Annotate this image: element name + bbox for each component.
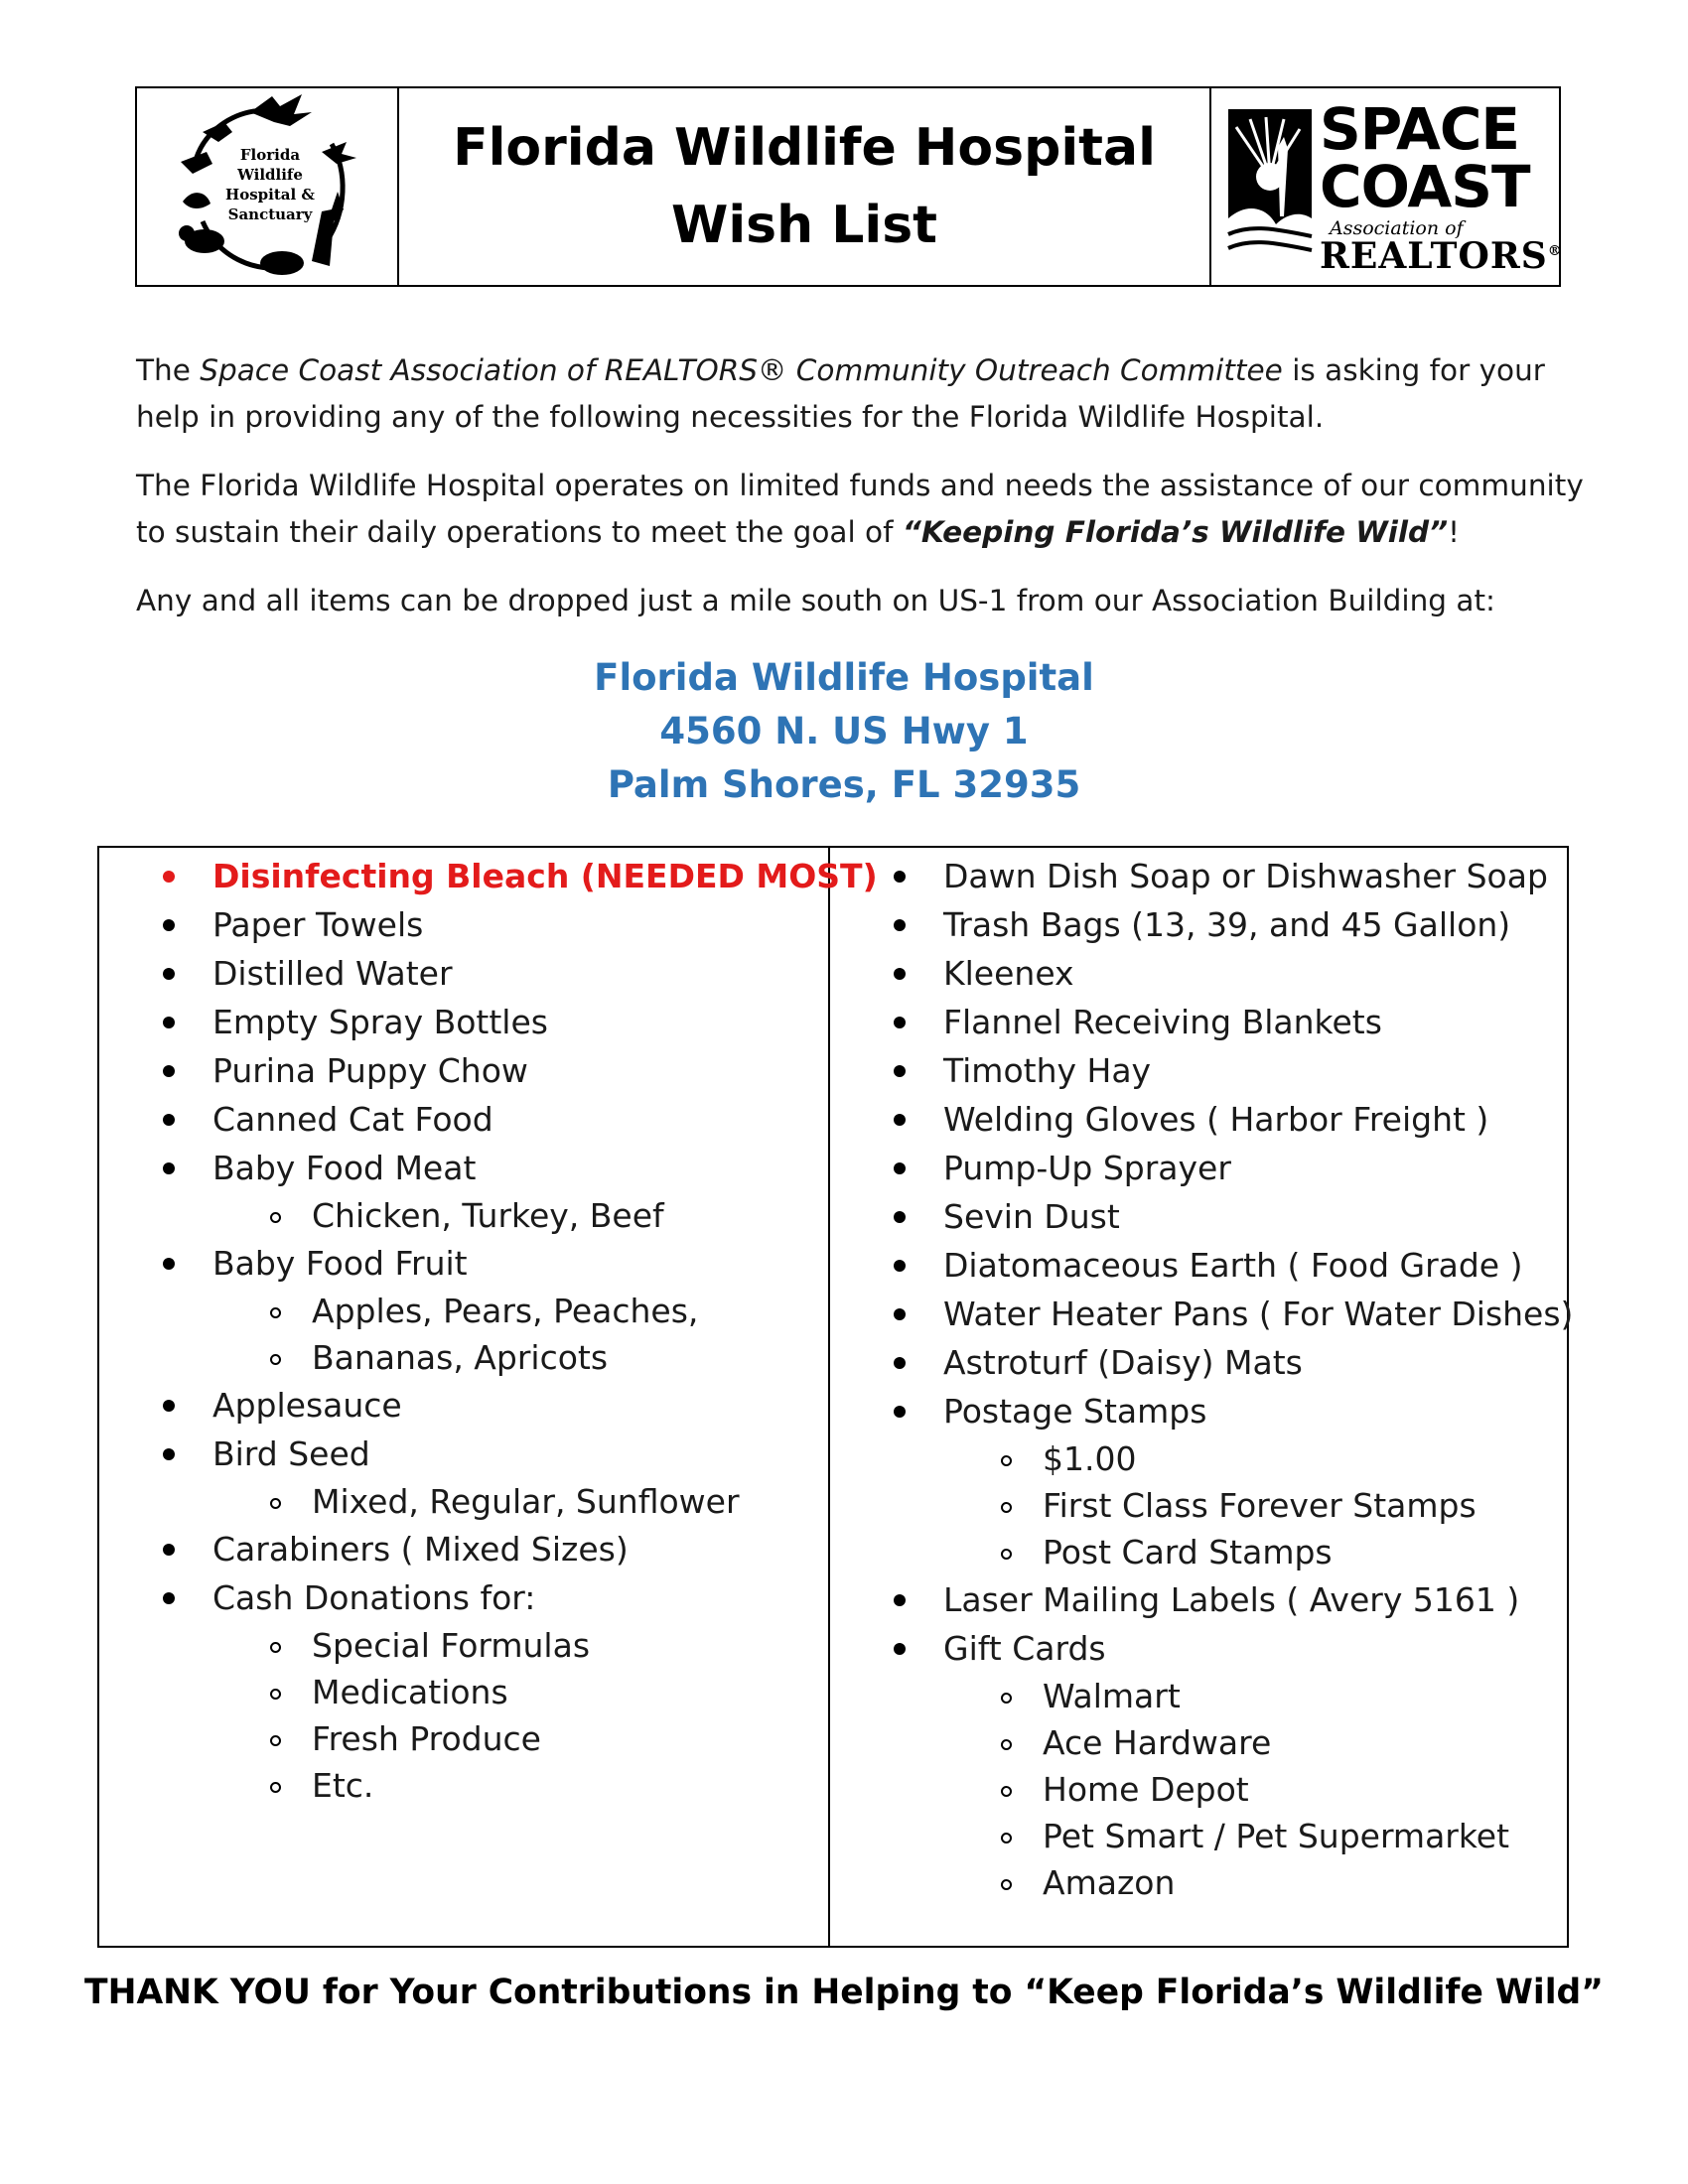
list-item: Water Heater Pans ( For Water Dishes): [830, 1290, 1573, 1338]
sub-list-item: Medications: [99, 1669, 828, 1715]
list-item: Diatomaceous Earth ( Food Grade ): [830, 1241, 1573, 1290]
list-item: Canned Cat Food: [99, 1095, 828, 1144]
sub-list-item: Chicken, Turkey, Beef: [99, 1192, 828, 1239]
scar-logo-line3: Association of: [1330, 216, 1464, 239]
sub-list-item: $1.00: [830, 1435, 1573, 1482]
list-item: Purina Puppy Chow: [99, 1046, 828, 1095]
list-item: Cash Donations for:: [99, 1573, 828, 1622]
sub-list-item: Apples, Pears, Peaches,: [99, 1288, 828, 1334]
list-item: Applesauce: [99, 1381, 828, 1430]
intro-text: [136, 347, 1586, 646]
scar-logo-cell: [1211, 88, 1563, 285]
sub-list-item: Home Depot: [830, 1766, 1573, 1813]
sub-list-item: Ace Hardware: [830, 1719, 1573, 1766]
list-item: Pump-Up Sprayer: [830, 1144, 1573, 1192]
right-item-list: [830, 852, 1573, 1906]
list-item: Carabiners ( Mixed Sizes): [99, 1525, 828, 1573]
scar-logo-line1: SPACE: [1320, 94, 1520, 163]
fwh-logo-line1: Florida: [239, 146, 301, 164]
list-item: Gift Cards: [830, 1624, 1573, 1673]
list-item: Baby Food Meat: [99, 1144, 828, 1192]
list-item: Welding Gloves ( Harbor Freight ): [830, 1095, 1573, 1144]
sub-list-item: Etc.: [99, 1762, 828, 1809]
drop-off-address: [0, 651, 1688, 812]
list-item: Empty Spray Bottles: [99, 998, 828, 1046]
florida-wildlife-hospital-logo-icon: [163, 92, 371, 281]
thank-you-footer: THANK YOU for Your Contributions in Helping to “Keep Florida’s Wildlife Wild”: [84, 1973, 1604, 2012]
scar-logo-text: [1320, 94, 1563, 277]
sub-list-item: Post Card Stamps: [830, 1529, 1573, 1575]
scar-logo-line4: REALTORS®: [1320, 234, 1563, 277]
header-table: [135, 86, 1561, 287]
fwh-logo-line3: Hospital &: [225, 186, 315, 204]
wish-list-left-column: [99, 848, 878, 1946]
list-item: Astroturf (Daisy) Mats: [830, 1338, 1573, 1387]
left-item-list: [99, 852, 878, 1809]
sub-list-item: Fresh Produce: [99, 1715, 828, 1762]
list-item: Laser Mailing Labels ( Avery 5161 ): [830, 1575, 1573, 1624]
fwh-logo-line2: Wildlife: [237, 166, 303, 184]
list-item: Baby Food Fruit: [99, 1239, 828, 1288]
list-item: Disinfecting Bleach (NEEDED MOST): [99, 852, 828, 900]
wish-list-right-column: [830, 848, 1573, 1946]
page-title-line1: Florida Wildlife Hospital: [453, 118, 1156, 178]
list-item: Paper Towels: [99, 900, 828, 949]
intro-paragraph-1: The Space Coast Association of REALTORS® Community Outreach Committee is asking for your help in providing any of the following necessities for the Florida Wildlife Hospital.: [136, 353, 1545, 434]
address-line3: Palm Shores, FL 32935: [607, 763, 1081, 806]
address-line1: Florida Wildlife Hospital: [594, 656, 1094, 699]
sub-list-item: Walmart: [830, 1673, 1573, 1719]
page-title-line2: Wish List: [670, 196, 938, 255]
sub-list-item: Bananas, Apricots: [99, 1334, 828, 1381]
sub-list-item: Special Formulas: [99, 1622, 828, 1669]
sub-list-item: Pet Smart / Pet Supermarket: [830, 1813, 1573, 1859]
sub-list-item: Mixed, Regular, Sunflower: [99, 1478, 828, 1525]
sub-list-item: Amazon: [830, 1859, 1573, 1906]
list-item: Bird Seed: [99, 1430, 828, 1478]
fwh-logo-line4: Sanctuary: [227, 205, 313, 223]
intro-paragraph-3: Any and all items can be dropped just a mile south on US-1 from our Association Building at:: [136, 584, 1495, 617]
space-coast-realtors-logo: [1226, 94, 1563, 277]
address-line2: 4560 N. US Hwy 1: [659, 710, 1029, 752]
fwh-logo-cell: [137, 88, 399, 285]
list-item: Dawn Dish Soap or Dishwasher Soap: [830, 852, 1573, 900]
list-item: Timothy Hay: [830, 1046, 1573, 1095]
list-item: Flannel Receiving Blankets: [830, 998, 1573, 1046]
title-cell: [399, 88, 1211, 285]
intro-paragraph-2: The Florida Wildlife Hospital operates on limited funds and needs the assistance of our community to sustain their daily operations to meet the goal of “Keeping Florida’s Wildlife Wild”!: [136, 469, 1584, 549]
space-coast-emblem-icon: [1226, 107, 1314, 266]
list-item: Postage Stamps: [830, 1387, 1573, 1435]
list-item: Sevin Dust: [830, 1192, 1573, 1241]
scar-logo-line2: COAST: [1320, 152, 1530, 220]
list-item: Trash Bags (13, 39, and 45 Gallon): [830, 900, 1573, 949]
list-item: Distilled Water: [99, 949, 828, 998]
list-item: Kleenex: [830, 949, 1573, 998]
wish-list-table: [97, 846, 1574, 1948]
sub-list-item: First Class Forever Stamps: [830, 1482, 1573, 1529]
